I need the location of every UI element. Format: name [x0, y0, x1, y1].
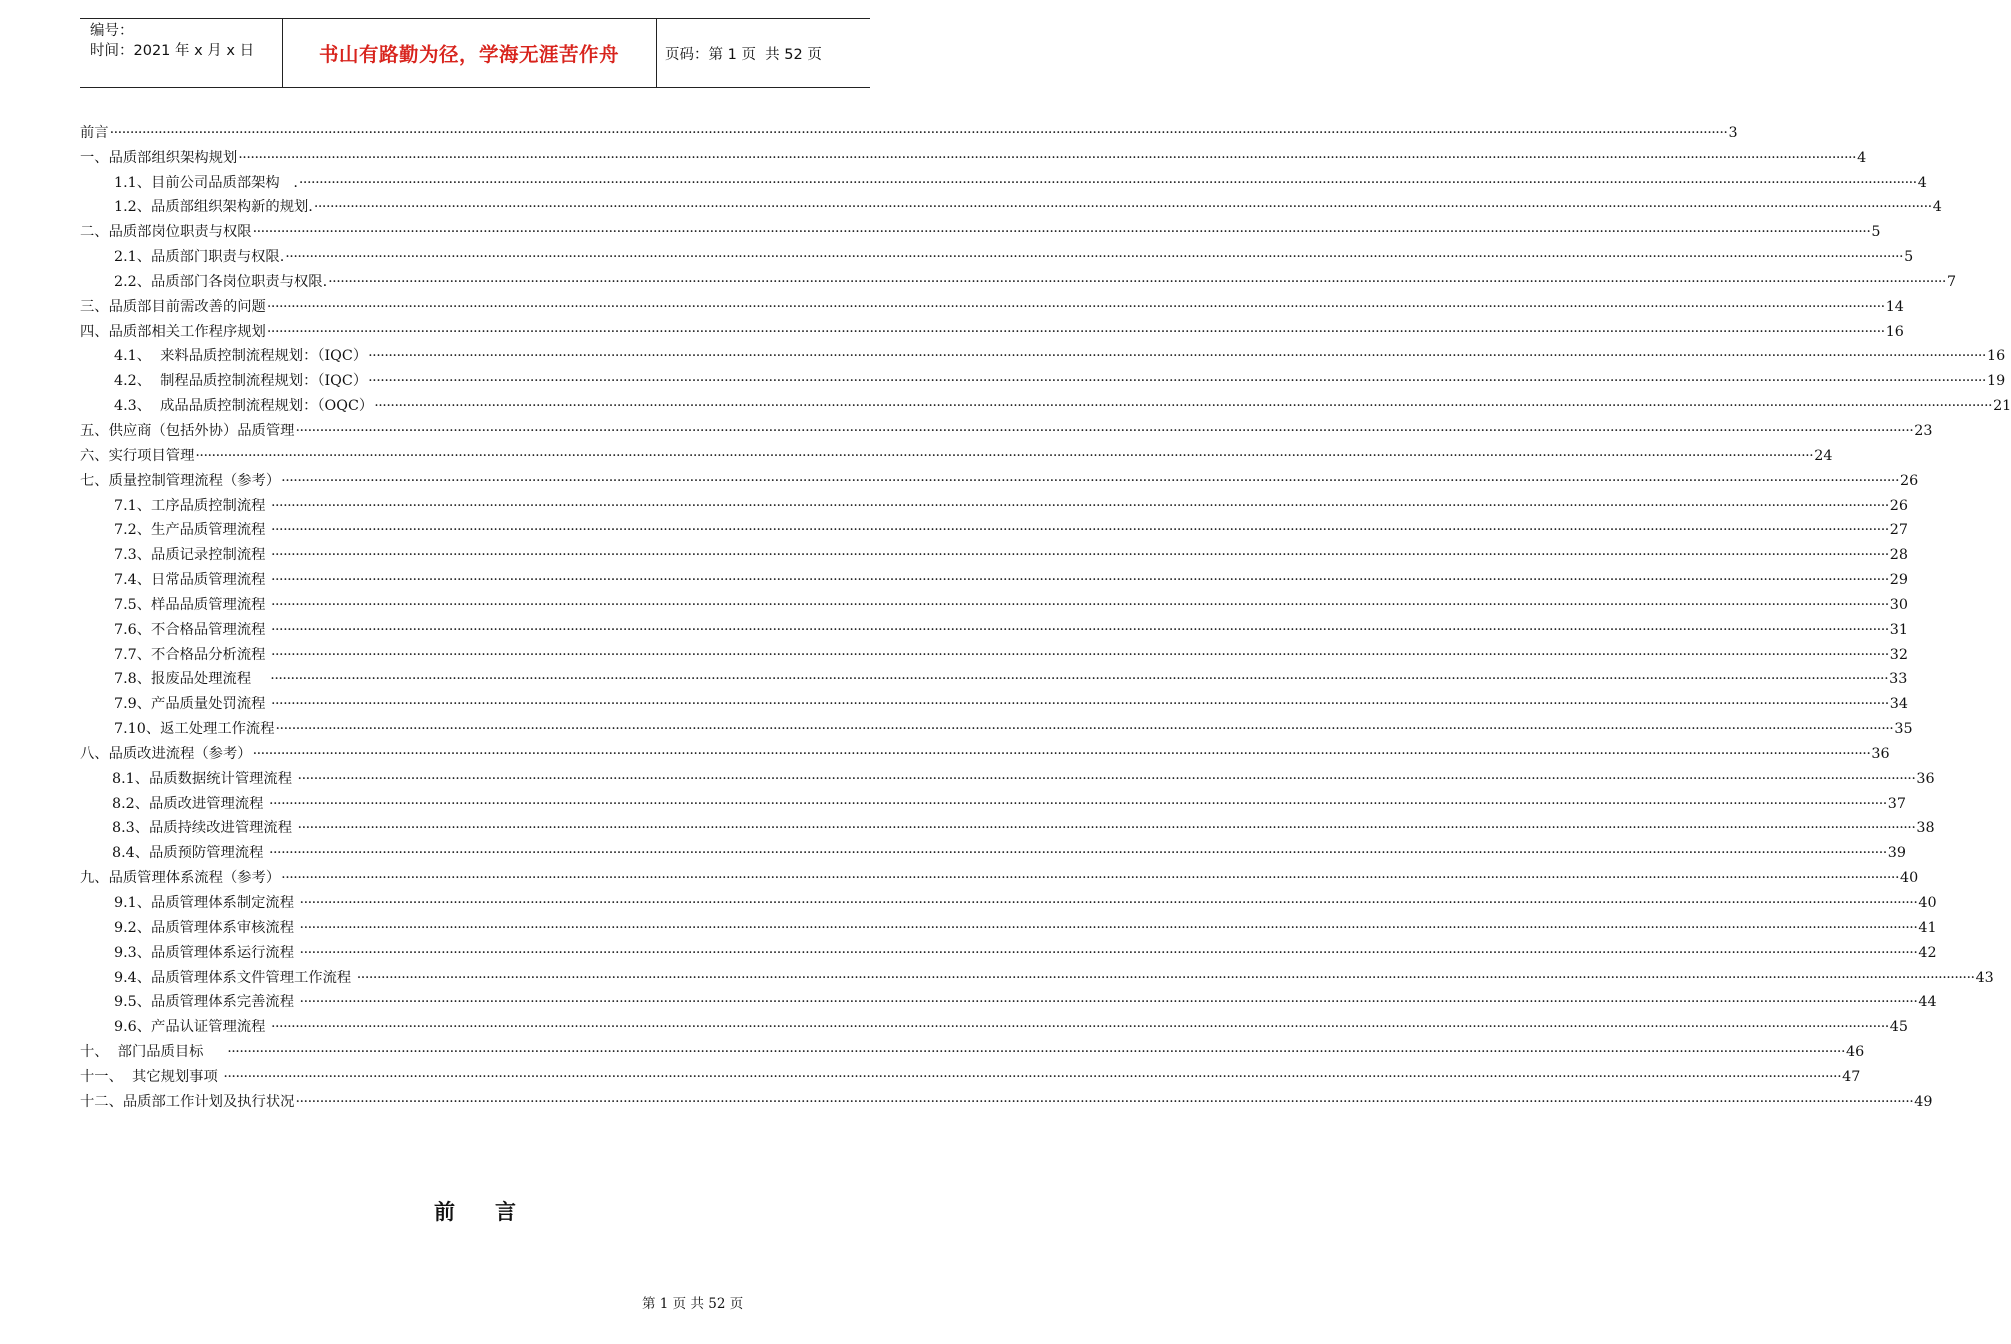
- toc-dot-leader: ················································································································································································································································································································································································································: [356, 969, 1975, 986]
- toc-dot-leader: ················································································································································································································································································································································································································: [374, 398, 1993, 415]
- toc-entry-label: 九、品质管理体系流程（参考）: [80, 870, 281, 887]
- toc-entry-label: 7.5、样品品质管理流程: [114, 596, 270, 613]
- toc-entry[interactable]: [80, 614, 1908, 639]
- toc-entry-label: 7.4、日常品质管理流程: [114, 572, 270, 589]
- toc-dot-leader: ················································································································································································································································································································································································································: [281, 472, 1899, 489]
- page-header: [80, 18, 870, 88]
- toc-dot-leader: ················································································································································································································································································································································································································: [299, 919, 1918, 936]
- toc-entry-label: 七、质量控制管理流程（参考）: [80, 472, 281, 489]
- toc-entry[interactable]: [80, 813, 1935, 838]
- toc-entry-page: 5: [1871, 224, 1881, 241]
- toc-entry[interactable]: [80, 1036, 1865, 1061]
- toc-dot-leader: ················································································································································································································································································································································································································: [238, 149, 1857, 166]
- toc-entry[interactable]: [80, 142, 1867, 167]
- toc-dot-leader: ················································································································································································································································································································································································································: [270, 671, 1889, 688]
- toc-entry[interactable]: [80, 515, 1908, 540]
- toc-entry[interactable]: [80, 713, 1913, 738]
- toc-entry[interactable]: [80, 490, 1908, 515]
- toc-entry-label: 十一、 其它规划事项: [80, 1068, 223, 1085]
- toc-dot-leader: ················································································································································································································································································································································································································: [252, 224, 1871, 241]
- toc-entry-page: 21: [1993, 398, 2011, 415]
- toc-entry-page: 46: [1846, 1044, 1865, 1061]
- toc-entry-page: 7: [1946, 273, 1957, 290]
- toc-entry-label: 前言: [80, 124, 109, 141]
- toc-entry-label: 六、实行项目管理: [80, 447, 195, 464]
- toc-entry[interactable]: [80, 192, 1942, 217]
- toc-entry-page: 19: [1986, 373, 2006, 390]
- toc-entry[interactable]: [80, 937, 1937, 962]
- toc-dot-leader: ················································································································································································································································································································································································································: [299, 944, 1918, 961]
- toc-entry-label: 一、品质部组织架构规划: [80, 149, 238, 166]
- toc-dot-leader: ················································································································································································································································································································································································································: [266, 323, 1885, 340]
- toc-entry-label: 7.7、不合格品分析流程: [114, 646, 270, 663]
- toc-entry-page: 30: [1889, 596, 1908, 613]
- toc-entry[interactable]: [80, 639, 1908, 664]
- toc-dot-leader: ················································································································································································································································································································································································································: [368, 373, 1986, 390]
- toc-entry-label: 7.1、工序品质控制流程: [114, 497, 270, 514]
- toc-entry[interactable]: [80, 390, 2011, 415]
- toc-entry[interactable]: [80, 688, 1908, 713]
- toc-entry-label: 五、供应商（包括外协）品质管理: [80, 422, 295, 439]
- toc-dot-leader: ················································································································································································································································································································································································································: [270, 497, 1889, 514]
- toc-entry-label: 7.8、报废品处理流程: [114, 671, 270, 688]
- toc-entry[interactable]: [80, 1011, 1908, 1036]
- toc-entry[interactable]: [80, 987, 1937, 1012]
- toc-entry[interactable]: [80, 738, 1890, 763]
- toc-entry-label: 4.3、 成品品质控制流程规划：（OQC）: [114, 398, 374, 415]
- toc-entry-page: 43: [1975, 969, 1994, 986]
- toc-entry-label: 4.2、 制程品质控制流程规划：（IQC）: [114, 373, 368, 390]
- toc-dot-leader: ················································································································································································································································································································································································································: [281, 870, 1899, 887]
- toc-entry-page: 4: [1932, 199, 1942, 216]
- toc-dot-leader: ················································································································································································································································································································································································································: [285, 249, 1904, 266]
- toc-dot-leader: ················································································································································································································································································································································································································: [270, 522, 1889, 539]
- toc-entry-page: 40: [1900, 870, 1919, 887]
- toc-entry-label: 7.3、品质记录控制流程: [114, 547, 270, 564]
- toc-entry[interactable]: [80, 241, 1914, 266]
- toc-entry[interactable]: [80, 316, 1904, 341]
- toc-entry[interactable]: [80, 465, 1919, 490]
- toc-entry-page: 16: [1986, 348, 2006, 365]
- toc-entry[interactable]: [80, 912, 1937, 937]
- toc-entry-label: 2.2、品质部门各岗位职责与权限.: [114, 273, 328, 290]
- toc-entry-page: 38: [1916, 820, 1935, 837]
- toc-dot-leader: ················································································································································································································································································································································································································: [270, 646, 1889, 663]
- toc-entry-page: 42: [1918, 944, 1937, 961]
- toc-entry-label: 二、品质部岗位职责与权限: [80, 224, 252, 241]
- toc-dot-leader: ················································································································································································································································································································································································································: [368, 348, 1986, 365]
- toc-dot-leader: ················································································································································································································································································································································································································: [270, 621, 1889, 638]
- header-meta: [90, 21, 254, 61]
- header-divider: [656, 19, 657, 87]
- page-footer: 第 1 页 共 52 页: [642, 1296, 744, 1312]
- toc-entry[interactable]: [80, 962, 1994, 987]
- toc-entry-page: 26: [1889, 497, 1908, 514]
- toc-entry-page: 34: [1889, 696, 1908, 713]
- toc-entry-label: 1.2、品质部组织架构新的规划.: [114, 199, 313, 216]
- toc-entry-page: 49: [1914, 1093, 1933, 1110]
- toc-dot-leader: ················································································································································································································································································································································································································: [295, 422, 1914, 439]
- toc-entry-label: 9.3、品质管理体系运行流程: [114, 944, 299, 961]
- toc-dot-leader: ················································································································································································································································································································································································································: [223, 1068, 1842, 1085]
- document-date: 时间：2021 年 x 月 x 日: [90, 43, 255, 59]
- toc-entry-page: 5: [1904, 249, 1914, 266]
- toc-entry-page: 31: [1889, 621, 1908, 638]
- toc-dot-leader: ················································································································································································································································································································································································································: [295, 1093, 1914, 1110]
- toc-entry-page: 37: [1887, 795, 1906, 812]
- toc-entry[interactable]: [80, 167, 1927, 192]
- toc-entry-page: 33: [1889, 671, 1908, 688]
- toc-dot-leader: ················································································································································································································································································································································································································: [270, 596, 1889, 613]
- toc-entry[interactable]: [80, 117, 1738, 142]
- toc-entry-label: 9.6、产品认证管理流程: [114, 1019, 270, 1036]
- toc-entry[interactable]: [80, 539, 1908, 564]
- toc-entry-label: 9.2、品质管理体系审核流程: [114, 919, 299, 936]
- toc-dot-leader: ················································································································································································································································································································································································································: [298, 174, 1917, 191]
- toc-entry[interactable]: [80, 1086, 1933, 1111]
- toc-dot-leader: ················································································································································································································································································································································································································: [297, 770, 1916, 787]
- toc-entry[interactable]: [80, 415, 1933, 440]
- toc-dot-leader: ················································································································································································································································································································································································································: [109, 124, 1728, 141]
- toc-entry-label: 4.1、 来料品质控制流程规划：（IQC）: [114, 348, 368, 365]
- toc-entry[interactable]: [80, 266, 1957, 291]
- toc-dot-leader: ················································································································································································································································································································································································································: [195, 447, 1814, 464]
- toc-entry-page: 26: [1900, 472, 1919, 489]
- toc-entry-label: 7.9、产品质量处罚流程: [114, 696, 270, 713]
- toc-entry[interactable]: [80, 1061, 1861, 1086]
- toc-entry-page: 24: [1814, 447, 1833, 464]
- toc-dot-leader: ················································································································································································································································································································································································································: [328, 273, 1946, 290]
- toc-entry-label: 8.2、品质改进管理流程: [112, 795, 268, 812]
- toc-dot-leader: ················································································································································································································································································································································································································: [270, 572, 1889, 589]
- toc-entry-label: 十、 部门品质目标: [80, 1044, 227, 1061]
- toc-entry[interactable]: [80, 440, 1833, 465]
- toc-entry-label: 7.2、生产品质管理流程: [114, 522, 270, 539]
- toc-dot-leader: ················································································································································································································································································································································································································: [268, 795, 1887, 812]
- toc-entry[interactable]: [80, 564, 1908, 589]
- toc-entry-page: 29: [1889, 572, 1908, 589]
- toc-entry-label: 8.4、品质预防管理流程: [112, 845, 268, 862]
- toc-dot-leader: ················································································································································································································································································································································································································: [270, 696, 1889, 713]
- toc-entry-page: 28: [1889, 547, 1908, 564]
- toc-dot-leader: ················································································································································································································································································································································································································: [313, 199, 1932, 216]
- toc-entry-label: 八、品质改进流程（参考）: [80, 745, 252, 762]
- table-of-contents: [80, 117, 2011, 1111]
- toc-entry-label: 三、品质部目前需改善的问题: [80, 298, 266, 315]
- toc-entry[interactable]: [80, 788, 1906, 813]
- toc-entry-page: 45: [1889, 1019, 1908, 1036]
- toc-dot-leader: ················································································································································································································································································································································································································: [268, 845, 1887, 862]
- toc-entry-page: 16: [1885, 323, 1904, 340]
- toc-entry-label: 8.1、品质数据统计管理流程: [112, 770, 297, 787]
- toc-entry-page: 3: [1728, 124, 1738, 141]
- toc-entry-label: 8.3、品质持续改进管理流程: [112, 820, 297, 837]
- toc-dot-leader: ················································································································································································································································································································································································································: [266, 298, 1885, 315]
- toc-entry-page: 36: [1871, 745, 1890, 762]
- toc-entry-label: 1.1、目前公司品质部架构 .: [114, 174, 298, 191]
- toc-entry-label: 9.4、品质管理体系文件管理工作流程: [114, 969, 356, 986]
- toc-entry-label: 7.6、不合格品管理流程: [114, 621, 270, 638]
- toc-entry-page: 35: [1894, 721, 1913, 738]
- toc-entry-page: 14: [1885, 298, 1904, 315]
- toc-entry[interactable]: [80, 763, 1935, 788]
- toc-entry[interactable]: [80, 664, 1908, 689]
- toc-dot-leader: ················································································································································································································································································································································································································: [252, 745, 1871, 762]
- toc-entry-label: 9.5、品质管理体系完善流程: [114, 994, 299, 1011]
- toc-entry-label: 十二、品质部工作计划及执行状况: [80, 1093, 295, 1110]
- toc-entry-page: 40: [1918, 895, 1937, 911]
- toc-entry[interactable]: [80, 862, 1919, 887]
- toc-entry-page: 4: [1917, 174, 1927, 191]
- toc-entry-label: 9.1、品质管理体系制定流程: [114, 895, 299, 911]
- toc-entry-page: 39: [1887, 845, 1906, 862]
- toc-entry-page: 36: [1916, 770, 1935, 787]
- toc-entry[interactable]: [80, 216, 1881, 241]
- toc-dot-leader: ················································································································································································································································································································································································································: [227, 1044, 1846, 1061]
- toc-dot-leader: ················································································································································································································································································································································································································: [270, 1019, 1889, 1036]
- toc-entry-page: 27: [1889, 522, 1908, 539]
- toc-dot-leader: ················································································································································································································································································································································································································: [270, 547, 1889, 564]
- toc-entry[interactable]: [80, 291, 1904, 316]
- header-page-info: 页码：第 1 页 共 52 页: [665, 46, 822, 63]
- toc-entry[interactable]: [80, 837, 1906, 862]
- toc-dot-leader: ················································································································································································································································································································································································································: [275, 721, 1894, 738]
- toc-dot-leader: ················································································································································································································································································································································································································: [297, 820, 1916, 837]
- preface-heading: 前言: [434, 1199, 556, 1224]
- toc-dot-leader: ················································································································································································································································································································································································································: [299, 994, 1918, 1011]
- toc-entry[interactable]: [80, 341, 2006, 366]
- document-number-label: 编号：: [90, 23, 134, 39]
- toc-entry-label: 2.1、品质部门职责与权限.: [114, 249, 285, 266]
- toc-entry[interactable]: [80, 589, 1908, 614]
- header-motto: 书山有路勤为径，学海无涯苦作舟: [318, 43, 619, 66]
- toc-entry-page: 4: [1857, 149, 1867, 166]
- toc-entry-page: 32: [1889, 646, 1908, 663]
- toc-entry-page: 44: [1918, 994, 1937, 1011]
- toc-entry-page: 41: [1918, 919, 1937, 936]
- toc-entry-label: 7.10、返工处理工作流程: [114, 721, 275, 738]
- toc-dot-leader: ················································································································································································································································································································································································································: [299, 895, 1918, 911]
- toc-entry-page: 47: [1842, 1068, 1861, 1085]
- toc-entry[interactable]: [80, 887, 1937, 912]
- toc-entry-label: 四、品质部相关工作程序规划: [80, 323, 266, 340]
- toc-entry[interactable]: [80, 365, 2006, 390]
- toc-entry-page: 23: [1914, 422, 1933, 439]
